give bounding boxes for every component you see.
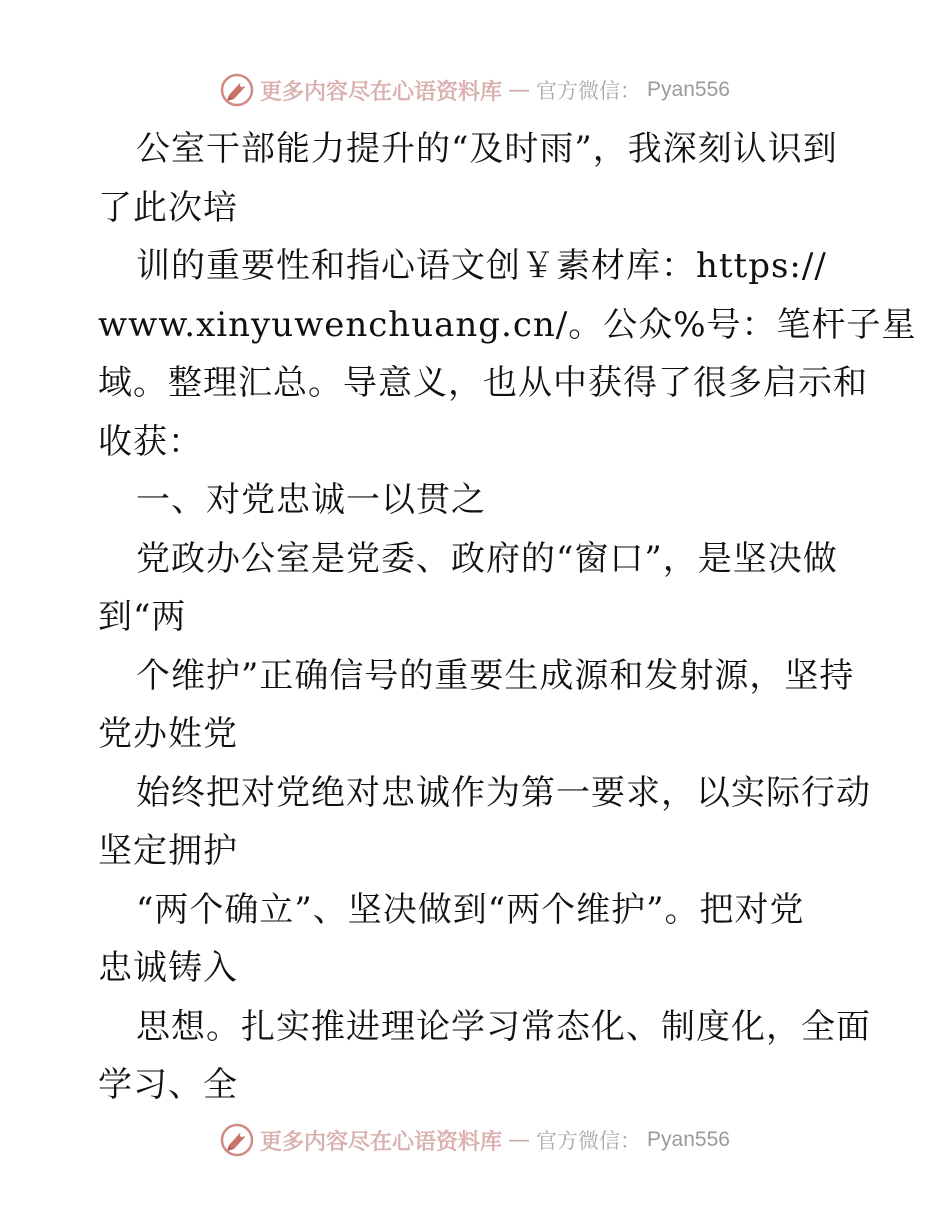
paragraph-line: 公室干部能力提升的“及时雨”，我深刻认识到 xyxy=(136,129,838,169)
header-watermark xyxy=(0,70,950,110)
watermark-wechat-id: Pyan556 xyxy=(647,1128,730,1151)
watermark-official-label: 官方微信： xyxy=(536,79,642,103)
paragraph-line: 思想。扎实推进理论学习常态化、制度化，全面 xyxy=(136,1006,871,1047)
watermark-dash: — xyxy=(508,1127,531,1153)
paragraph-line: 训的重要性和指心语文创￥素材库：https:// xyxy=(136,246,827,286)
brand-logo-icon xyxy=(220,1123,254,1157)
document-body xyxy=(98,120,917,1115)
brand-logo-icon xyxy=(220,73,254,107)
paragraph-line: 收获： xyxy=(98,421,203,462)
watermark-dash: — xyxy=(508,77,531,103)
paragraph-line: www.xinyuwenchuang.cn/。公众%号：笔杆子星 xyxy=(98,304,917,345)
paragraph-line: 始终把对党绝对忠诚作为第一要求，以实际行动 xyxy=(136,772,871,813)
paragraph-line: 到“两 xyxy=(98,597,187,637)
watermark-brand-text: 更多内容尽在心语资料库 xyxy=(260,1128,503,1155)
paragraph-line: 域。整理汇总。导意义，也从中获得了很多启示和 xyxy=(98,363,868,403)
paragraph-line: 了此次培 xyxy=(98,187,238,228)
paragraph-line: 党政办公室是党委、政府的“窗口”，是坚决做 xyxy=(136,538,838,579)
section-heading: 一、对党忠诚一以贯之 xyxy=(136,480,486,520)
footer-watermark xyxy=(0,1120,950,1160)
paragraph-line: 学习、全 xyxy=(98,1065,238,1105)
watermark-wechat-id: Pyan556 xyxy=(647,78,730,101)
paragraph-line: 坚定拥护 xyxy=(98,831,238,871)
watermark-brand-text: 更多内容尽在心语资料库 xyxy=(260,78,503,105)
paragraph-line: 忠诚铸入 xyxy=(98,948,238,988)
paragraph-line: 个维护”正确信号的重要生成源和发射源，坚持 xyxy=(136,655,855,696)
watermark-official-label: 官方微信： xyxy=(536,1129,642,1153)
paragraph-line: “两个确立”、坚决做到“两个维护”。把对党 xyxy=(136,889,805,930)
paragraph-line: 党办姓党 xyxy=(98,714,238,754)
